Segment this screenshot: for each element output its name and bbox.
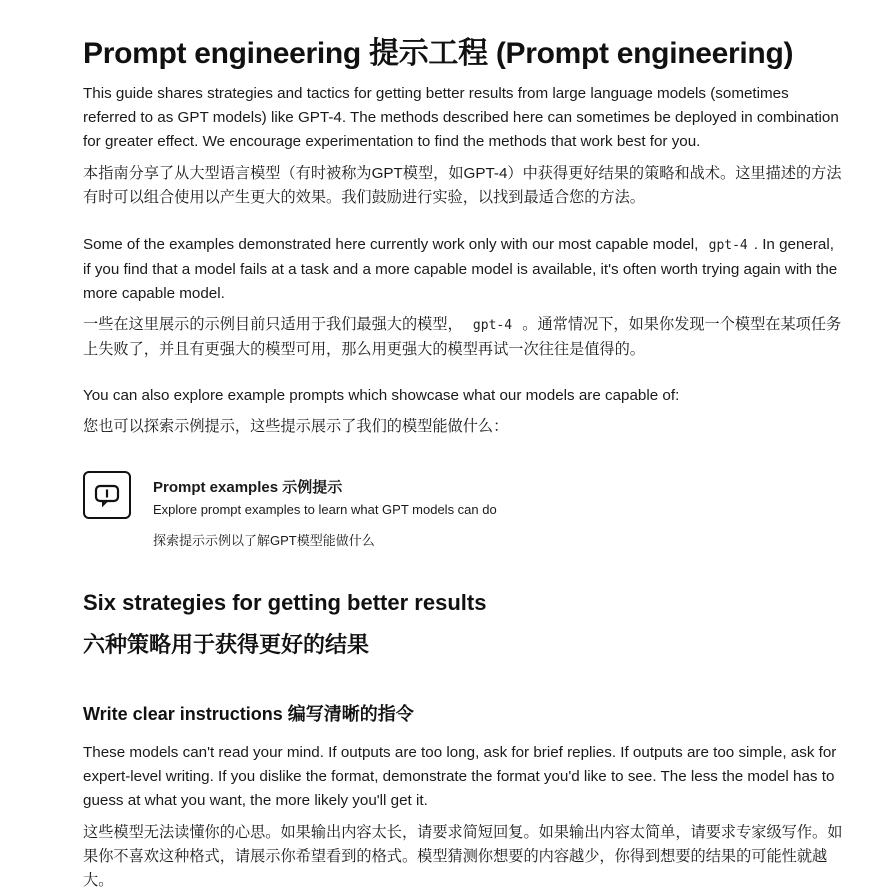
chat-bubble-icon <box>83 471 131 519</box>
explore-paragraph-en: You can also explore example prompts which showcase what our models are capable of: <box>83 387 680 404</box>
model-code-gpt4-zh: gpt-4 <box>472 318 513 333</box>
page-title: Prompt engineering 提示工程 (Prompt engineering) <box>83 37 794 70</box>
explore-paragraph-zh: 您也可以探索示例提示，这些提示展示了我们的模型能做什么： <box>83 418 509 435</box>
clear-instructions-body-en: These models can't read your mind. If outputs are too long, ask for brief replies. If outputs are too simple, ask for expert-level writing. If you dislike the format, demonstrate the format you'd like to see. The less the model has to guess at what you want, the more likely you'll get it. <box>83 744 837 809</box>
card-description-zh: 探索提示示例以了解GPT模型能做什么 <box>153 533 375 548</box>
card-title[interactable]: Prompt examples 示例提示 <box>153 479 343 496</box>
capable-paragraph-zh <box>83 313 843 362</box>
capable-en-text-after: . In general, if you find that a model fails at a task and a more capable model is available, it's often worth trying again with the more capable model. <box>83 236 838 302</box>
intro-paragraph-en: This guide shares strategies and tactics for getting better results from large language models (sometimes referred to as GPT models) like GPT-4. The methods described here can sometimes be deployed in combination for greater effect. We encourage experimentation to find the methods that work best for you. <box>83 85 839 150</box>
strategies-heading-en: Six strategies for getting better results <box>83 590 487 615</box>
prompt-examples-card[interactable] <box>83 470 603 550</box>
strategies-heading-zh: 六种策略用于获得更好的结果 <box>83 632 370 657</box>
clear-instructions-body-zh: 这些模型无法读懂你的心思。如果输出内容太长，请要求简短回复。如果输出内容太简单，请要求专家级写作。如果你不喜欢这种格式，请展示你希望看到的格式。模型猜测你想要的内容越少，你得到想要的结果的可能性就越大。 <box>83 824 843 889</box>
section-heading-clear-instructions: Write clear instructions 编写清晰的指令 <box>83 704 414 724</box>
card-description-en: Explore prompt examples to learn what GPT models can do <box>153 502 497 517</box>
model-code-gpt4: gpt-4 <box>708 238 748 253</box>
intro-paragraph-zh: 本指南分享了从大型语言模型（有时被称为GPT模型，如GPT-4）中获得更好结果的策略和战术。这里描述的方法有时可以组合使用以产生更大的效果。我们鼓励进行实验，以找到最适合您的方法。 <box>83 165 842 206</box>
capable-paragraph-en <box>83 233 843 306</box>
capable-en-text-before: Some of the examples demonstrated here currently work only with our most capable model, <box>83 236 699 253</box>
capable-zh-text-after: 。通常情况下，如果你发现一个模型在某项任务上失败了，并且有更强大的模型可用，那么用更强大的模型再试一次往往是值得的。 <box>83 316 842 358</box>
capable-zh-text-before: 一些在这里展示的示例目前只适用于我们最强大的模型， <box>83 316 463 333</box>
